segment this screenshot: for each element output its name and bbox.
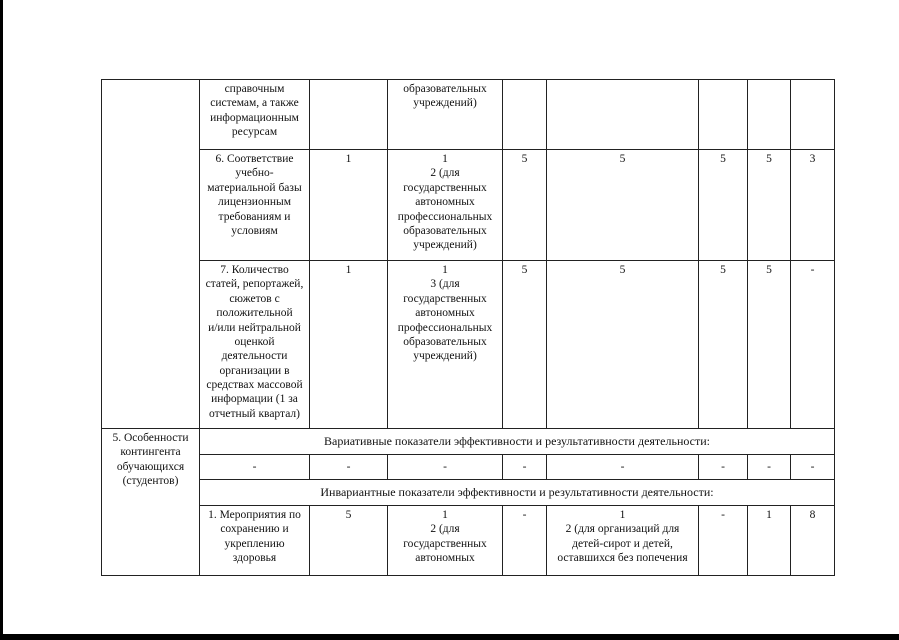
value-cell <box>547 80 699 150</box>
table-row <box>102 150 835 261</box>
value-cell: - <box>699 506 748 576</box>
table-row <box>102 480 835 506</box>
invariant-indicators-header: Инвариантные показатели эффективности и результативности деятельности: <box>200 480 835 506</box>
value-cell: 1 2 (для государственных автономных <box>388 506 503 576</box>
dash-cell: - <box>791 455 835 480</box>
dash-cell: - <box>748 455 791 480</box>
table-row <box>102 506 835 576</box>
criterion-cell: 7. Количество статей, репортажей, сюжетов с положительной и/или нейтральной оценкой деятельности организации в средствах массовой информации (1 за отчетный квартал) <box>200 261 310 429</box>
value-cell: 5 <box>748 150 791 261</box>
dash-cell: - <box>699 455 748 480</box>
value-cell: образовательных учреждений) <box>388 80 503 150</box>
dash-cell: - <box>310 455 388 480</box>
table-row <box>102 80 835 150</box>
dash-cell: - <box>503 455 547 480</box>
value-cell <box>791 80 835 150</box>
scan-bottom-edge <box>0 634 899 640</box>
value-cell: 1 <box>310 150 388 261</box>
value-cell: 1 2 (для государственных автономных профессиональных образовательных учреждений) <box>388 150 503 261</box>
value-cell: 5 <box>699 261 748 429</box>
value-cell: - <box>791 261 835 429</box>
criterion-cell: 6. Соответствие учебно- материальной базы лицензионным требованиям и условиям <box>200 150 310 261</box>
criteria-table <box>101 79 835 576</box>
value-cell <box>748 80 791 150</box>
value-cell: 5 <box>547 261 699 429</box>
value-cell: - <box>503 506 547 576</box>
scan-left-edge <box>0 0 3 640</box>
value-cell <box>503 80 547 150</box>
value-cell: 1 <box>748 506 791 576</box>
value-cell: 5 <box>547 150 699 261</box>
variative-indicators-header: Вариативные показатели эффективности и результативности деятельности: <box>200 429 835 455</box>
value-cell: 5 <box>748 261 791 429</box>
value-cell: 8 <box>791 506 835 576</box>
criterion-cell: справочным системам, а также информационным ресурсам <box>200 80 310 150</box>
value-cell: 1 3 (для государственных автономных профессиональных образовательных учреждений) <box>388 261 503 429</box>
value-cell: 5 <box>310 506 388 576</box>
dash-cell: - <box>547 455 699 480</box>
table-row <box>102 455 835 480</box>
table-row <box>102 261 835 429</box>
value-cell: 1 2 (для организаций для детей-сирот и детей, оставшихся без попечения <box>547 506 699 576</box>
dash-cell: - <box>388 455 503 480</box>
value-cell: 3 <box>791 150 835 261</box>
section-name-cell: 5. Особенности контингента обучающихся (студентов) <box>102 429 200 576</box>
section-cell-blank <box>102 80 200 429</box>
value-cell <box>699 80 748 150</box>
value-cell: 5 <box>503 261 547 429</box>
value-cell: 5 <box>503 150 547 261</box>
value-cell <box>310 80 388 150</box>
value-cell: 5 <box>699 150 748 261</box>
value-cell: 1 <box>310 261 388 429</box>
dash-cell: - <box>200 455 310 480</box>
table-row <box>102 429 835 455</box>
criterion-cell: 1. Мероприятия по сохранению и укреплению здоровья <box>200 506 310 576</box>
